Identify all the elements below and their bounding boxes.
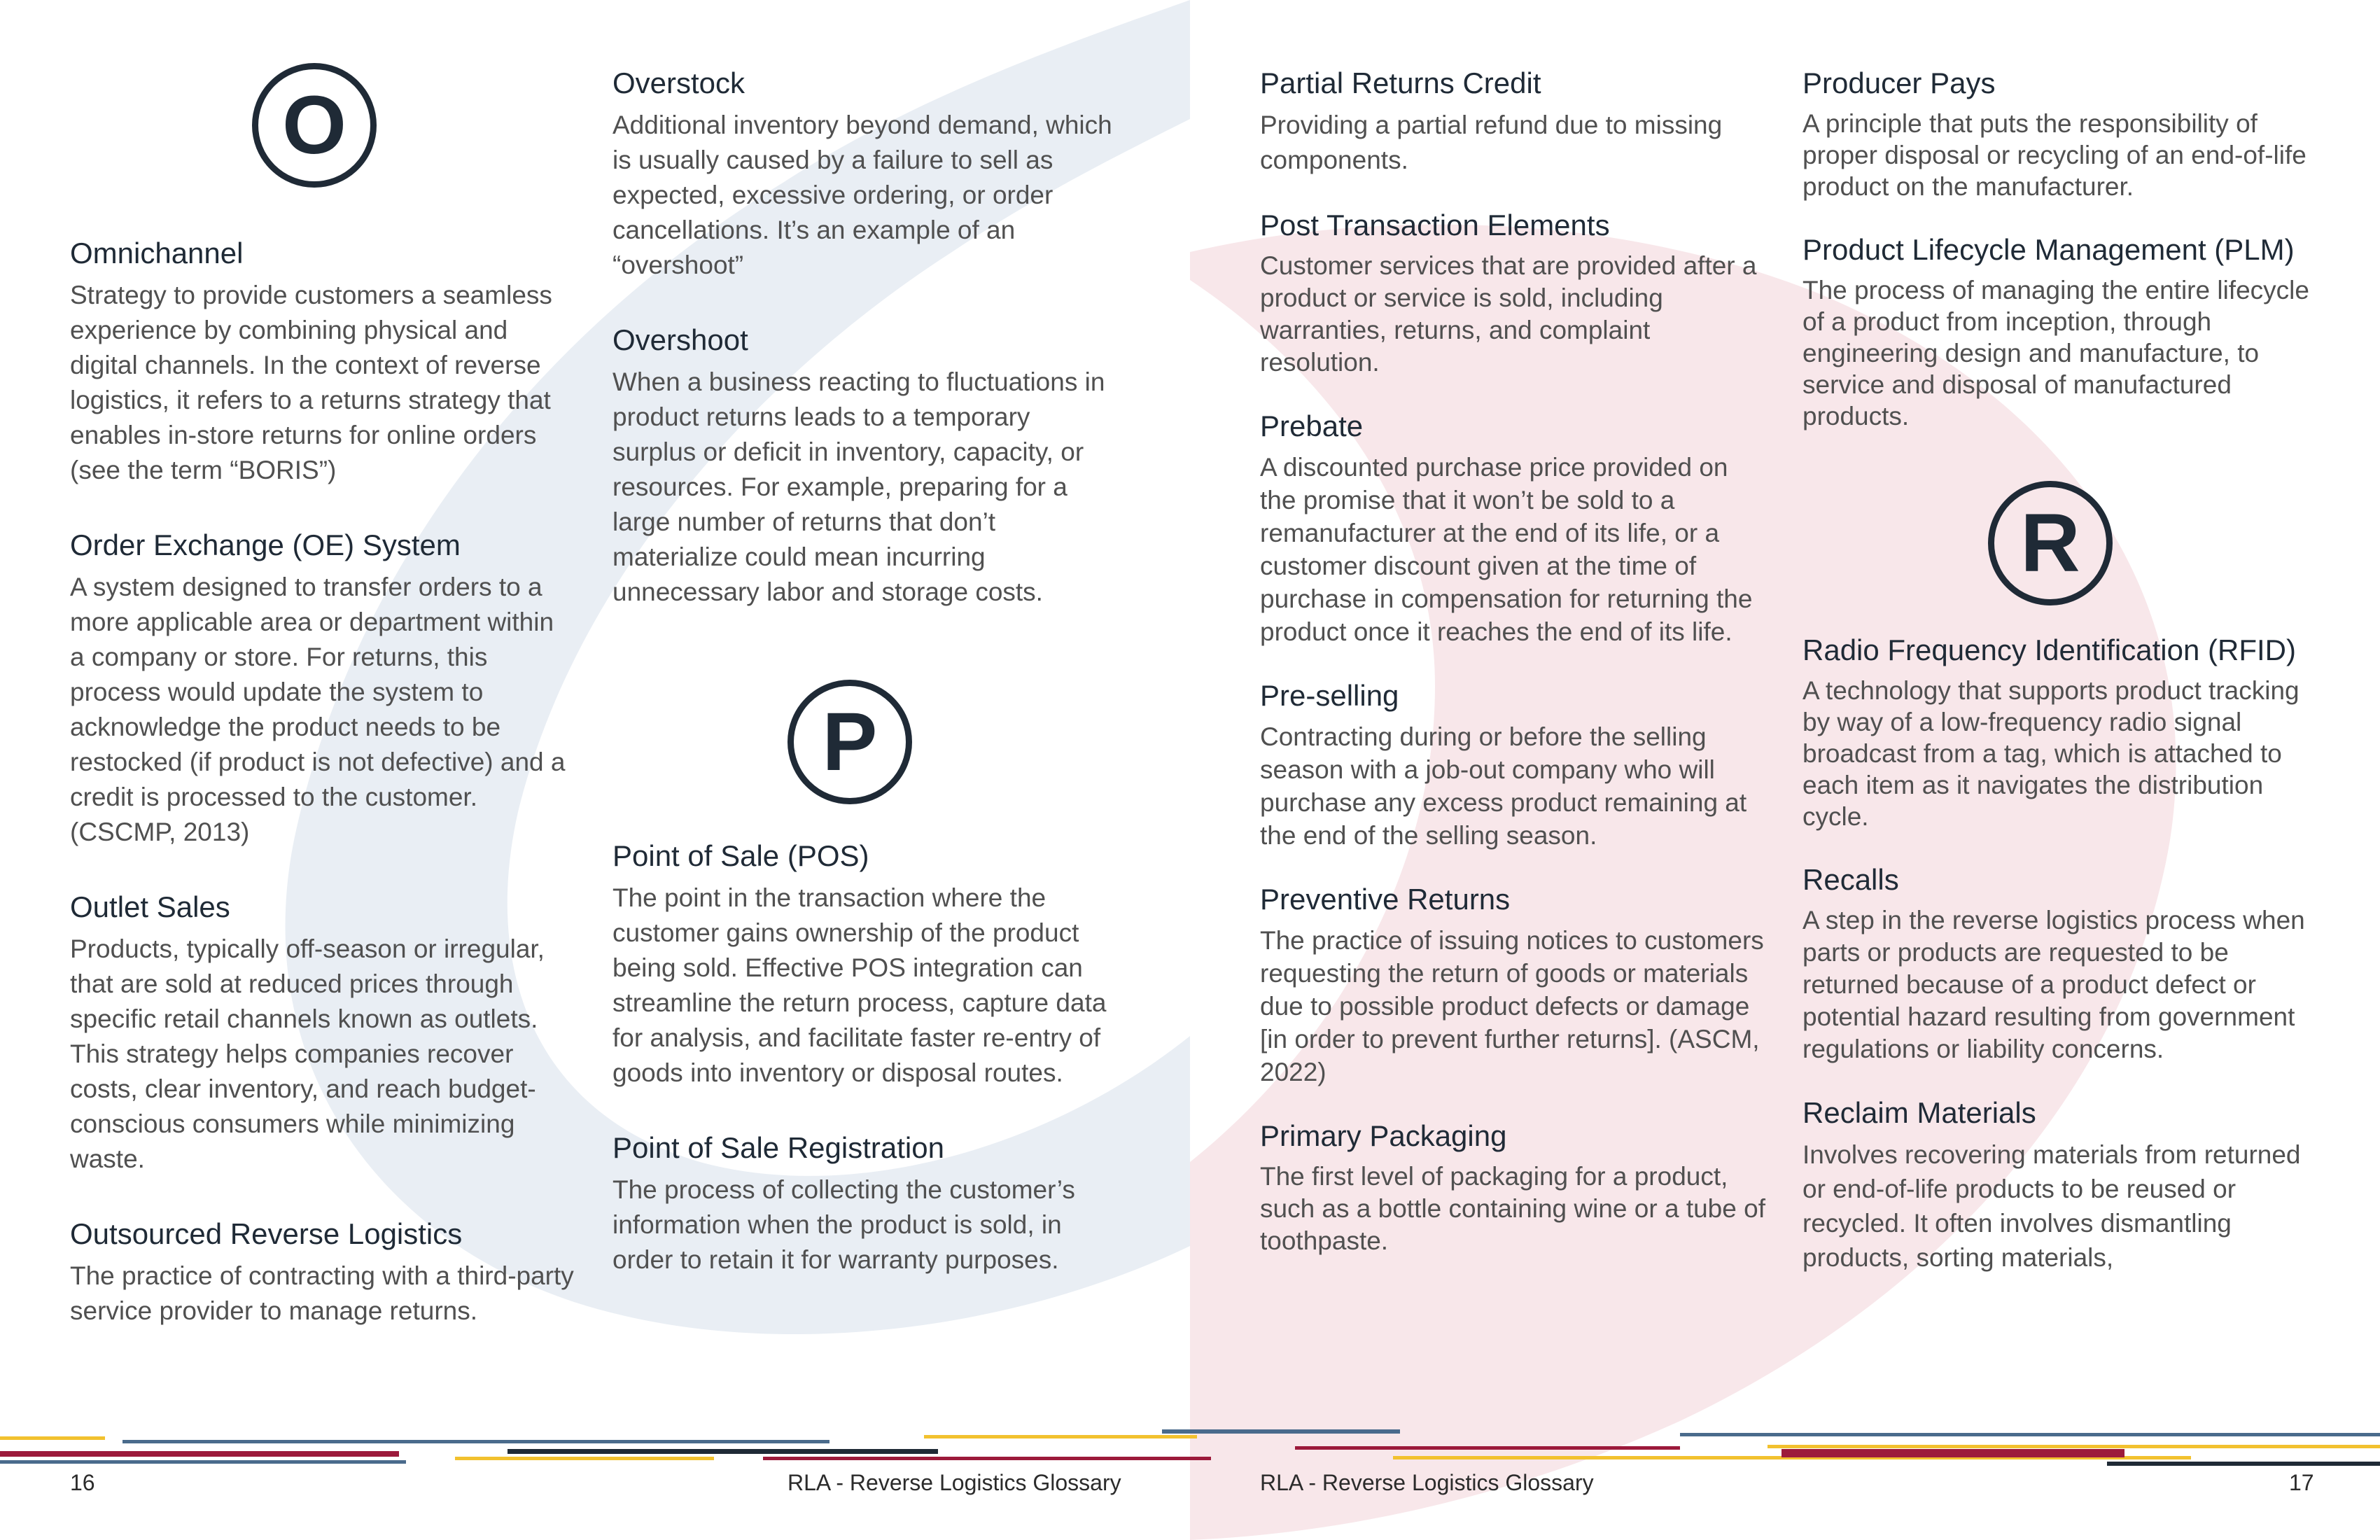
glossary-entry	[1260, 66, 1771, 178]
glossary-entry	[1260, 410, 1771, 648]
glossary-entry	[612, 1131, 1116, 1278]
footer-rule-blue	[122, 1440, 830, 1443]
footer-title-right: RLA - Reverse Logistics Glossary	[1260, 1470, 1594, 1495]
letter-o-badge	[252, 63, 574, 188]
term-heading: Post Transaction Elements	[1260, 209, 1610, 242]
footer-rule-crimson	[763, 1457, 1211, 1460]
footer-rule-crimson	[1295, 1446, 1680, 1450]
glossary-entry	[612, 839, 1116, 1091]
term-heading: Overshoot	[612, 323, 748, 357]
column-producer-pays-section	[1802, 66, 2314, 1275]
term-heading: Point of Sale (POS)	[612, 839, 869, 873]
glossary-entry	[1802, 1096, 2314, 1275]
glossary-entry	[1260, 209, 1771, 379]
term-heading: Reclaim Materials	[1802, 1096, 2036, 1130]
glossary-entry	[70, 237, 574, 488]
term-heading: Outsourced Reverse Logistics	[70, 1217, 463, 1251]
term-heading: Radio Frequency Identification (RFID)	[1802, 634, 2296, 667]
glossary-entry	[612, 323, 1116, 610]
term-heading: Primary Packaging	[1260, 1119, 1507, 1153]
term-heading: Pre-selling	[1260, 679, 1399, 713]
term-definition: The process of managing the entire lifecycle of a product from inception, through engineering design and manufacture, to service and disposal of manufactured products.	[1802, 276, 2309, 431]
term-definition: The practice of contracting with a third-party service provider to manage returns.	[70, 1261, 574, 1326]
term-definition: When a business reacting to fluctuations in product returns leads to a temporary surplus or deficit in inventory, capacity, or resources. For example, preparing for a large number of returns that don’t materialize could mean incurring unnecessary labor and storage costs.	[612, 368, 1105, 607]
term-definition: A principle that puts the responsibility of proper disposal or recycling of an end-of-life product on the manufacturer.	[1802, 109, 2306, 202]
glossary-entry	[1802, 634, 2314, 832]
term-definition: The first level of packaging for a product, such as a bottle containing wine or a tube of toothpaste.	[1260, 1162, 1765, 1256]
term-definition: The practice of issuing notices to customers requesting the return of goods or materials due to possible product defects or damage [in order to prevent further returns]. (ASCM, 2022)	[1260, 926, 1764, 1087]
term-heading: Omnichannel	[70, 237, 244, 270]
term-heading: Partial Returns Credit	[1260, 66, 1541, 99]
term-definition: Involves recovering materials from returned or end-of-life products to be reused or recycled. It often involves dismantling products, sorting materials,	[1802, 1140, 2301, 1273]
term-definition: Strategy to provide customers a seamless experience by combining physical and digital channels. In the context of reverse logistics, it refers to a returns strategy that enables in-store returns for online orders (see the term “BORIS”)	[70, 281, 552, 485]
glossary-entry	[70, 890, 574, 1177]
footer-rule-gold	[1768, 1445, 2380, 1448]
term-definition: A technology that supports product tracking by way of a low-frequency radio signal broadcast from a tag, which is attached to each item as it navigates the distribution cycle.	[1802, 676, 2300, 832]
glossary-entry	[1802, 66, 2314, 202]
term-heading: Outlet Sales	[70, 890, 230, 924]
column-o-section	[70, 63, 574, 1369]
footer-rule-blue	[1162, 1429, 1400, 1434]
glossary-entry	[1802, 863, 2314, 1065]
glossary-entry	[1260, 883, 1771, 1088]
letter-p-badge	[788, 680, 1116, 804]
term-heading: Prebate	[1260, 410, 1364, 443]
letter-o-icon: O	[252, 63, 377, 188]
term-heading: Recalls	[1802, 863, 1899, 897]
column-partial-returns-section	[1260, 66, 1771, 1298]
glossary-entry	[1802, 233, 2314, 432]
footer-rule-gold	[924, 1435, 1197, 1438]
page-number-left: 16	[70, 1470, 95, 1495]
footer-rule-navy	[2107, 1462, 2380, 1466]
letter-r-badge	[1988, 481, 2314, 606]
footer-title-left: RLA - Reverse Logistics Glossary	[788, 1470, 1121, 1495]
glossary-entry	[1260, 1119, 1771, 1257]
term-heading: Preventive Returns	[1260, 883, 1511, 916]
term-definition: Contracting during or before the selling season with a job-out company who will purchase any excess product remaining at the end of the selling season.	[1260, 722, 1747, 850]
term-definition: Providing a partial refund due to missing components.	[1260, 111, 1723, 175]
term-heading: Order Exchange (OE) System	[70, 528, 461, 562]
footer-rule-crimson	[1782, 1449, 2124, 1457]
term-definition: The point in the transaction where the customer gains ownership of the product being sold. Effective POS integration can streamline the return process, capture data for analysis, and facilitate faster re-entry of goods into inventory or disposal routes.	[612, 883, 1107, 1088]
term-definition: Additional inventory beyond demand, which is usually caused by a failure to sell as expected, excessive ordering, or order cancellations. It’s an example of an “overshoot”	[612, 111, 1112, 280]
term-heading: Product Lifecycle Management (PLM)	[1802, 233, 2295, 267]
footer-rule-blue	[0, 1460, 406, 1464]
term-definition: A step in the reverse logistics process when parts or products are requested to be returned because of a product defect or potential hazard resulting from government regulations or liability concerns.	[1802, 906, 2305, 1064]
letter-p-icon: P	[788, 680, 912, 804]
column-overstock-section	[612, 66, 1116, 1318]
letter-r-icon: R	[1988, 481, 2113, 606]
glossary-entry	[1260, 679, 1771, 852]
footer-rule-blue	[1680, 1433, 2380, 1436]
term-definition: The process of collecting the customer’s information when the product is sold, in order to retain it for warranty purposes.	[612, 1175, 1075, 1275]
glossary-entry	[70, 1217, 574, 1329]
term-definition: Products, typically off-season or irregular, that are sold at reduced prices through specific retail channels known as outlets. This strategy helps companies recover costs, clear inventory, and reach budget-conscious consumers while minimizing waste.	[70, 934, 545, 1174]
footer-rule-navy	[507, 1449, 938, 1454]
footer-rule-gold	[0, 1436, 105, 1440]
glossary-entry	[612, 66, 1116, 283]
term-heading: Point of Sale Registration	[612, 1131, 944, 1165]
term-definition: A discounted purchase price provided on the promise that it won’t be sold to a remanufacturer at the end of its life, or a customer discount given at the time of purchase in compensation for returning the product once it reaches the end of its life.	[1260, 453, 1753, 647]
term-heading: Overstock	[612, 66, 746, 99]
term-definition: A system designed to transfer orders to a more applicable area or department within a company or store. For returns, this process would update the system to acknowledge the product needs to be restocked (if product is not defective) and a credit is processed to the customer. (CSCMP, 2013)	[70, 573, 566, 847]
footer-rule-gold	[455, 1457, 714, 1460]
glossary-entry	[70, 528, 574, 850]
footer-rule-crimson	[0, 1451, 399, 1457]
page-number-right: 17	[2289, 1470, 2314, 1495]
term-heading: Producer Pays	[1802, 66, 1996, 99]
term-definition: Customer services that are provided after a product or service is sold, including warranties, returns, and complaint resolution.	[1260, 251, 1757, 377]
